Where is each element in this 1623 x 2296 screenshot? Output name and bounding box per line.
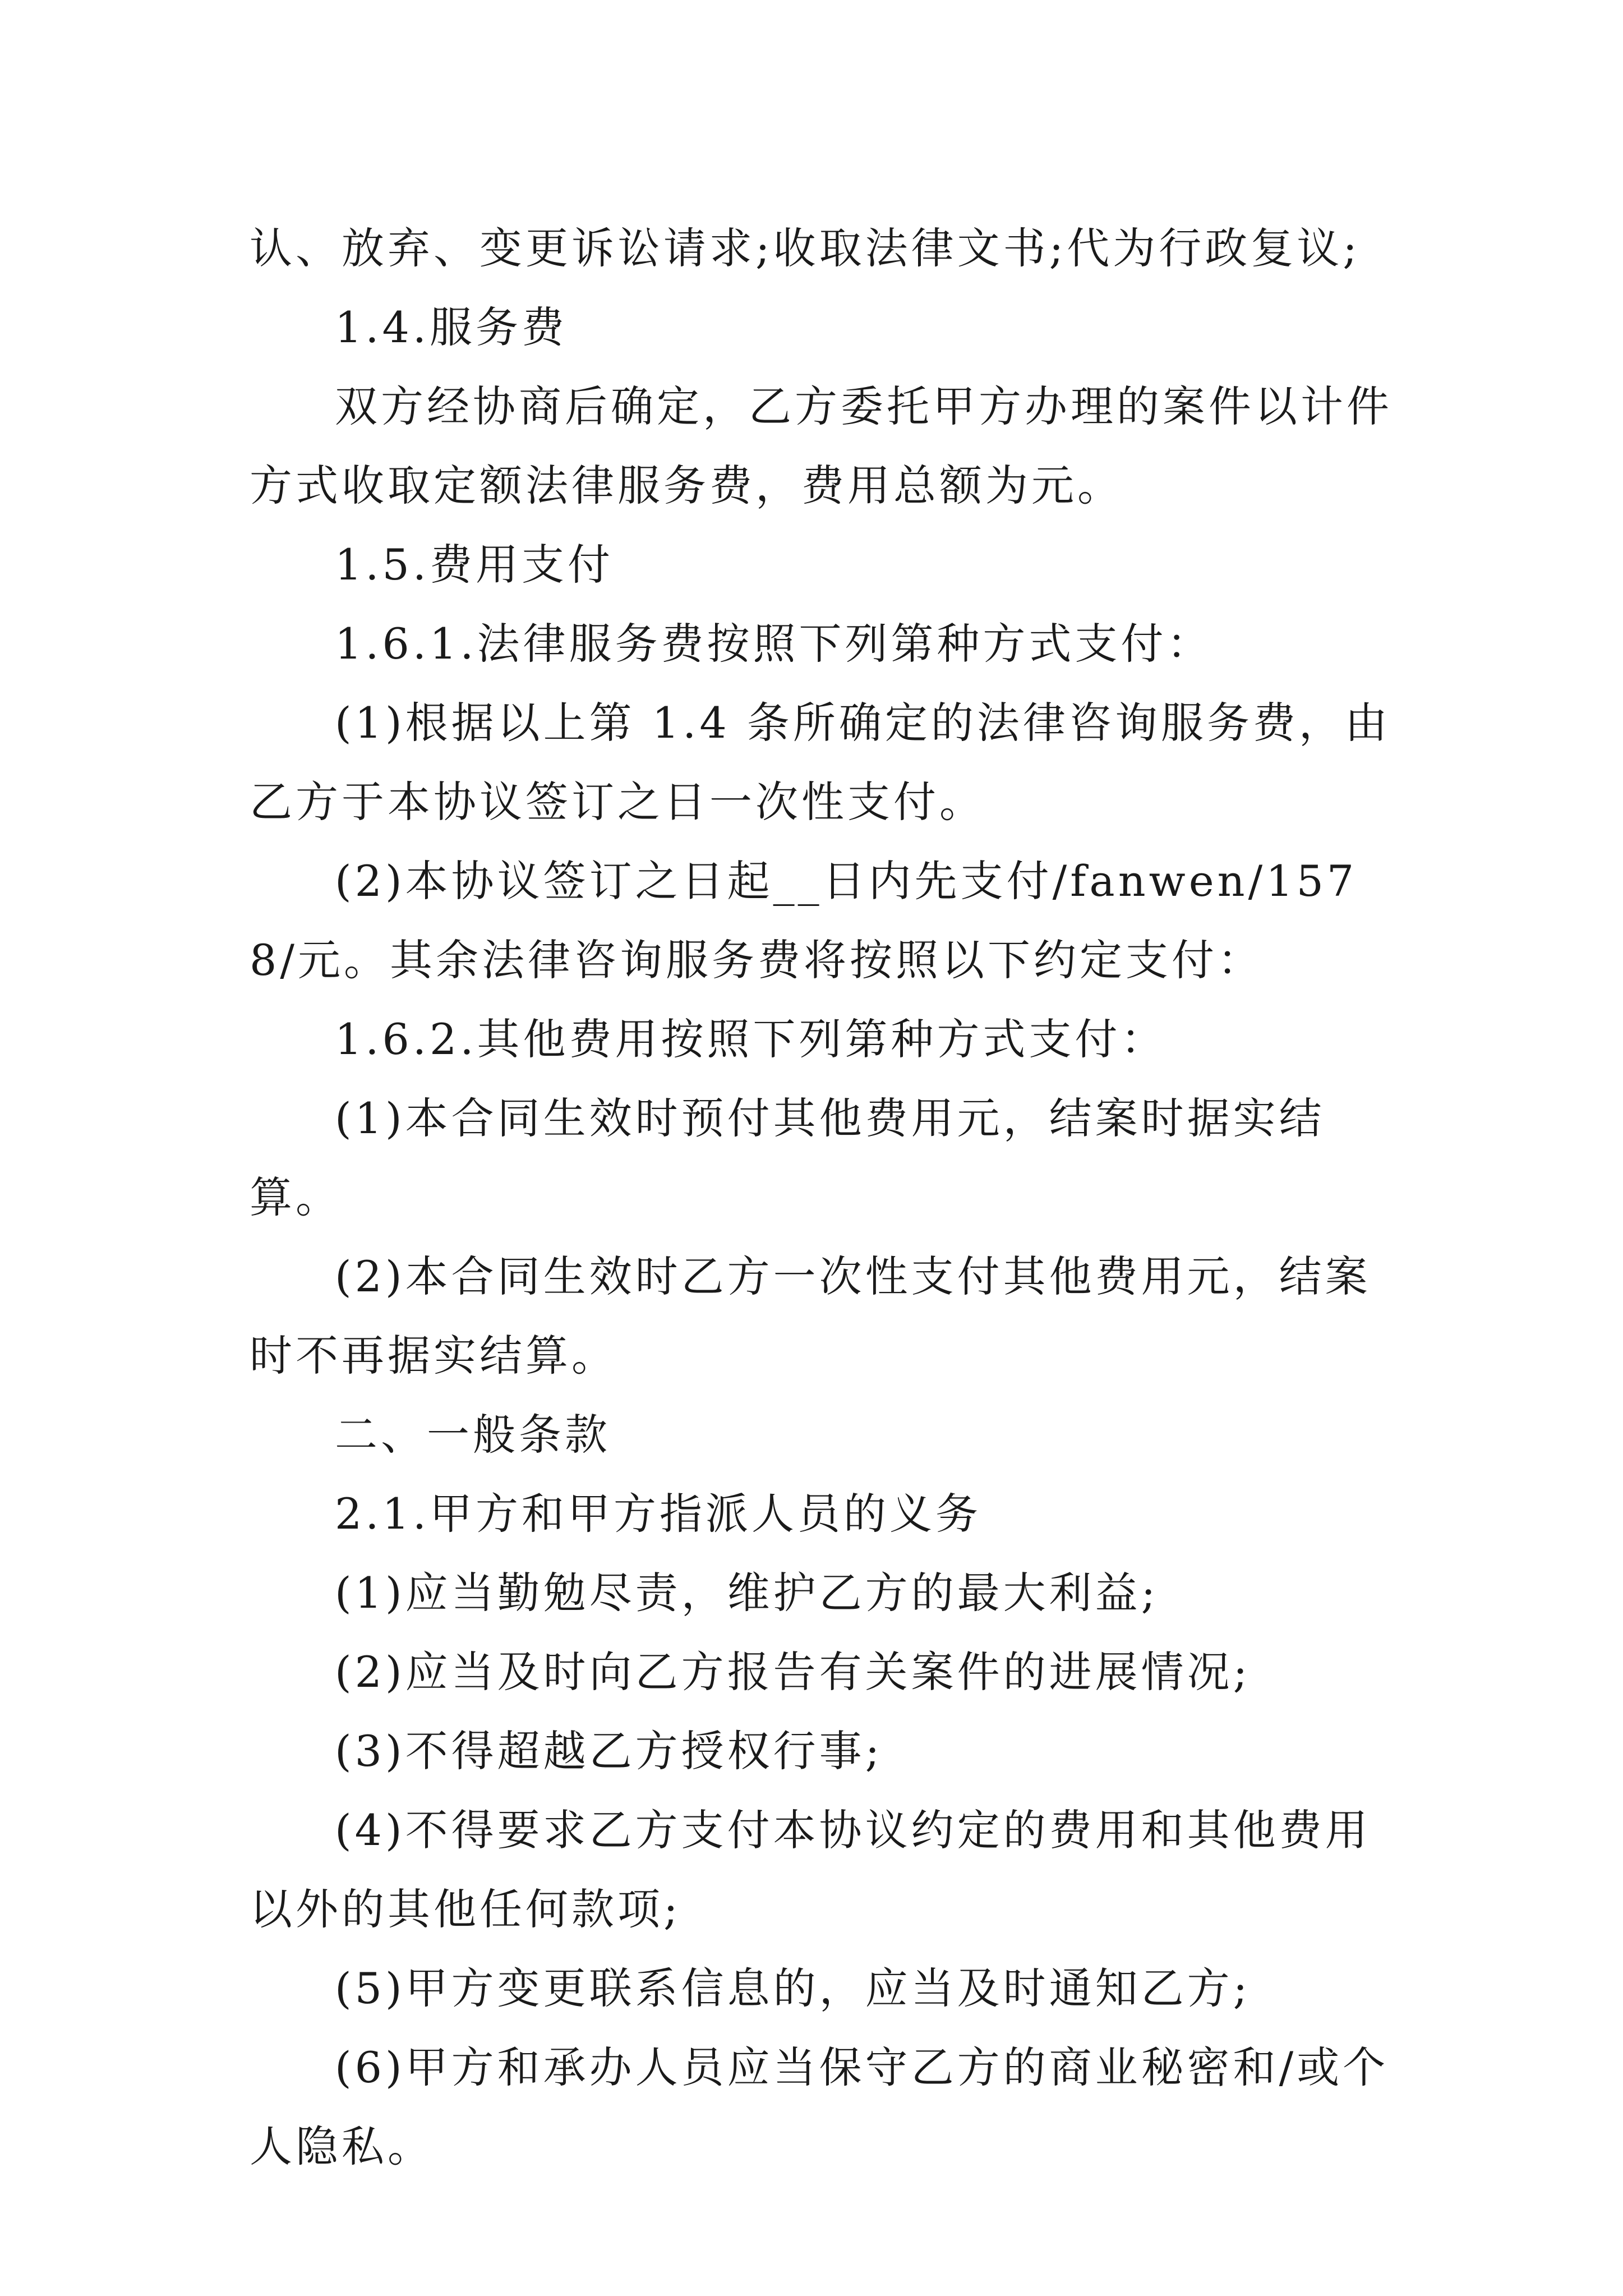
paragraph-17: (5)甲方变更联系信息的，应当及时通知乙方; <box>335 1963 1251 2013</box>
paragraph-3: 双方经协商后确定，乙方委托甲方办理的案件以计件方式收取定额法律服务费，费用总额为元。 <box>250 381 1393 510</box>
paragraph-8: 1.6.2.其他费用按照下列第种方式支付： <box>335 1014 1167 1064</box>
paragraph-15: (3)不得超越乙方授权行事; <box>335 1726 883 1776</box>
paragraph-4: 1.5.费用支付 <box>335 540 614 590</box>
document-body <box>250 209 1394 2186</box>
paragraph-6: (1)根据以上第 1.4 条所确定的法律咨询服务费，由乙方于本协议签订之日一次性支付。 <box>250 698 1391 827</box>
paragraph-7: (2)本协议签订之日起__日内先支付/fanwen/1578/元。其余法律咨询服务费将按照以下约定支付： <box>250 856 1358 985</box>
paragraph-5: 1.6.1.法律服务费按照下列第种方式支付： <box>335 619 1213 669</box>
paragraph-18: (6)甲方和承办人员应当保守乙方的商业秘密和/或个人隐私。 <box>250 2042 1389 2171</box>
paragraph-12: 2.1.甲方和甲方指派人员的义务 <box>335 1489 982 1539</box>
paragraph-10: (2)本合同生效时乙方一次性支付其他费用元，结案时不再据实结算。 <box>250 1251 1371 1381</box>
paragraph-13: (1)应当勤勉尽责，维护乙方的最大利益; <box>335 1568 1159 1618</box>
paragraph-9: (1)本合同生效时预付其他费用元，结案时据实结算。 <box>250 1093 1325 1222</box>
paragraph-11: 二、一般条款 <box>335 1410 611 1460</box>
paragraph-16: (4)不得要求乙方支付本协议约定的费用和其他费用以外的其他任何款项; <box>250 1805 1371 1934</box>
paragraph-2: 1.4.服务费 <box>335 302 568 352</box>
paragraph-1: 认、放弃、变更诉讼请求;收取法律文书;代为行政复议; <box>250 223 1361 273</box>
paragraph-14: (2)应当及时向乙方报告有关案件的进展情况; <box>335 1647 1251 1697</box>
